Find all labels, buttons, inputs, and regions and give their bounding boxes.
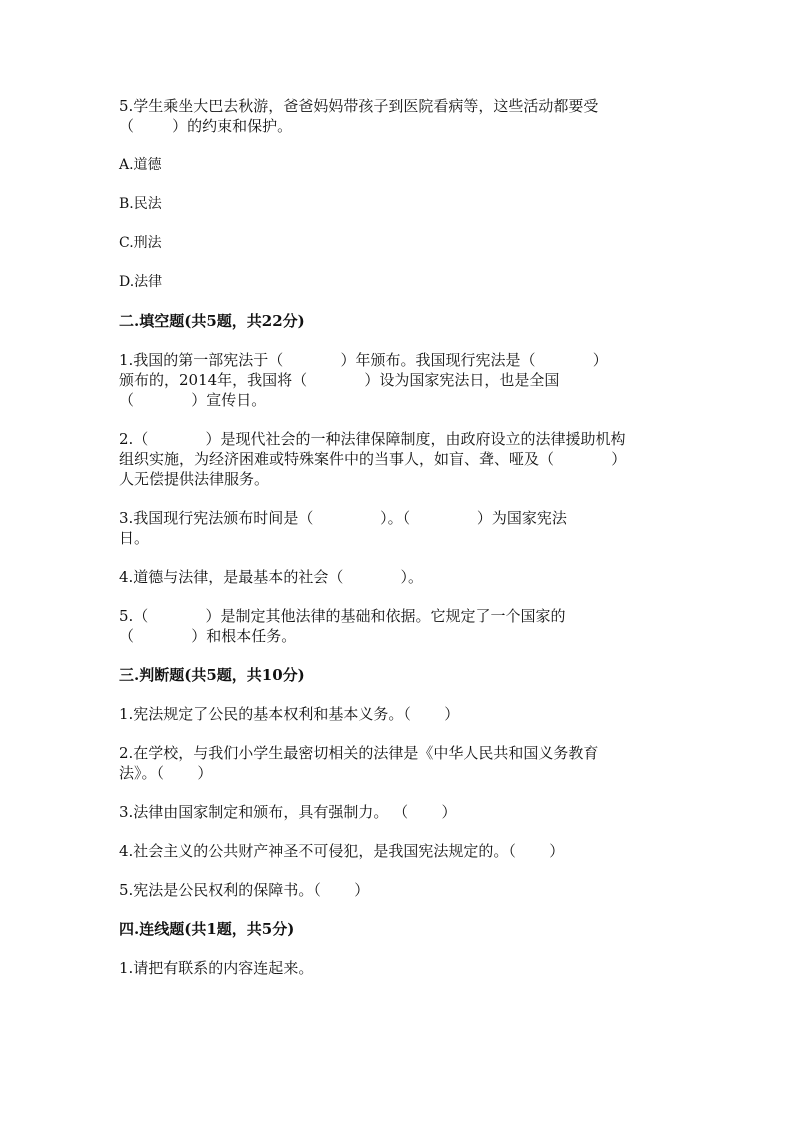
true-false-question-1: 1.宪法规定了公民的基本权利和基本义务。（ ）	[119, 705, 460, 723]
fill-blank-4-line1: 4.道德与法律，是最基本的社会（ ）。	[119, 568, 424, 586]
true-false-question-3: 3.法律由国家制定和颁布，具有强制力。 （ ）	[119, 803, 457, 821]
fill-blank-3-line1: 3.我国现行宪法颁布时间是（ ）。（ ）为国家宪法	[119, 509, 567, 527]
fill-blank-1-line3: （ ）宣传日。	[119, 391, 267, 409]
mc-question-5-line2: （ ）的约束和保护。	[119, 117, 293, 135]
fill-blank-1-line2: 颁布的，2014年，我国将（ ）设为国家宪法日，也是全国	[119, 371, 560, 389]
fill-blank-5-line1: 5.（ ）是制定其他法律的基础和依据。它规定了一个国家的	[119, 607, 566, 625]
mc-question-5	[119, 96, 679, 136]
fill-blank-question-3	[119, 508, 679, 548]
option-d: D.法律	[119, 274, 163, 290]
section-heading-true-false: 三.判断题(共5题，共10分)	[119, 666, 305, 684]
fill-blank-2-line1: 2.（ ）是现代社会的一种法律保障制度，由政府设立的法律援助机构	[119, 430, 626, 448]
mc-question-5-line1: 5.学生乘坐大巴去秋游，爸爸妈妈带孩子到医院看病等，这些活动都要受	[119, 97, 599, 115]
fill-blank-1-line1: 1.我国的第一部宪法于（ ）年颁布。我国现行宪法是（ ）	[119, 351, 608, 369]
option-c: C.刑法	[119, 235, 162, 251]
fill-blank-question-2	[119, 429, 679, 489]
exam-page	[119, 96, 679, 978]
matching-question-1: 1.请把有联系的内容连起来。	[119, 959, 314, 977]
true-false-2-line2: 法》。（ ）	[119, 764, 213, 782]
fill-blank-question-1	[119, 350, 679, 410]
fill-blank-5-line2: （ ）和根本任务。	[119, 627, 297, 645]
section-heading-matching: 四.连线题(共1题，共5分)	[119, 920, 295, 938]
fill-blank-question-4	[119, 567, 679, 587]
fill-blank-3-line2: 日。	[119, 529, 150, 547]
fill-blank-2-line2: 组织实施，为经济困难或特殊案件中的当事人，如盲、聋、哑及（ ）	[119, 450, 627, 468]
section-heading-fill-blank: 二.填空题(共5题，共22分)	[119, 312, 305, 330]
true-false-question-5: 5.宪法是公民权利的保障书。（ ）	[119, 881, 370, 899]
option-a: A.道德	[119, 157, 162, 173]
true-false-question-4: 4.社会主义的公共财产神圣不可侵犯，是我国宪法规定的。（ ）	[119, 842, 565, 860]
option-b: B.民法	[119, 196, 162, 212]
fill-blank-question-5	[119, 606, 679, 646]
true-false-2-line1: 2.在学校，与我们小学生最密切相关的法律是《中华人民共和国义务教育	[119, 744, 599, 762]
fill-blank-2-line3: 人无偿提供法律服务。	[119, 470, 270, 488]
true-false-question-2	[119, 743, 679, 783]
